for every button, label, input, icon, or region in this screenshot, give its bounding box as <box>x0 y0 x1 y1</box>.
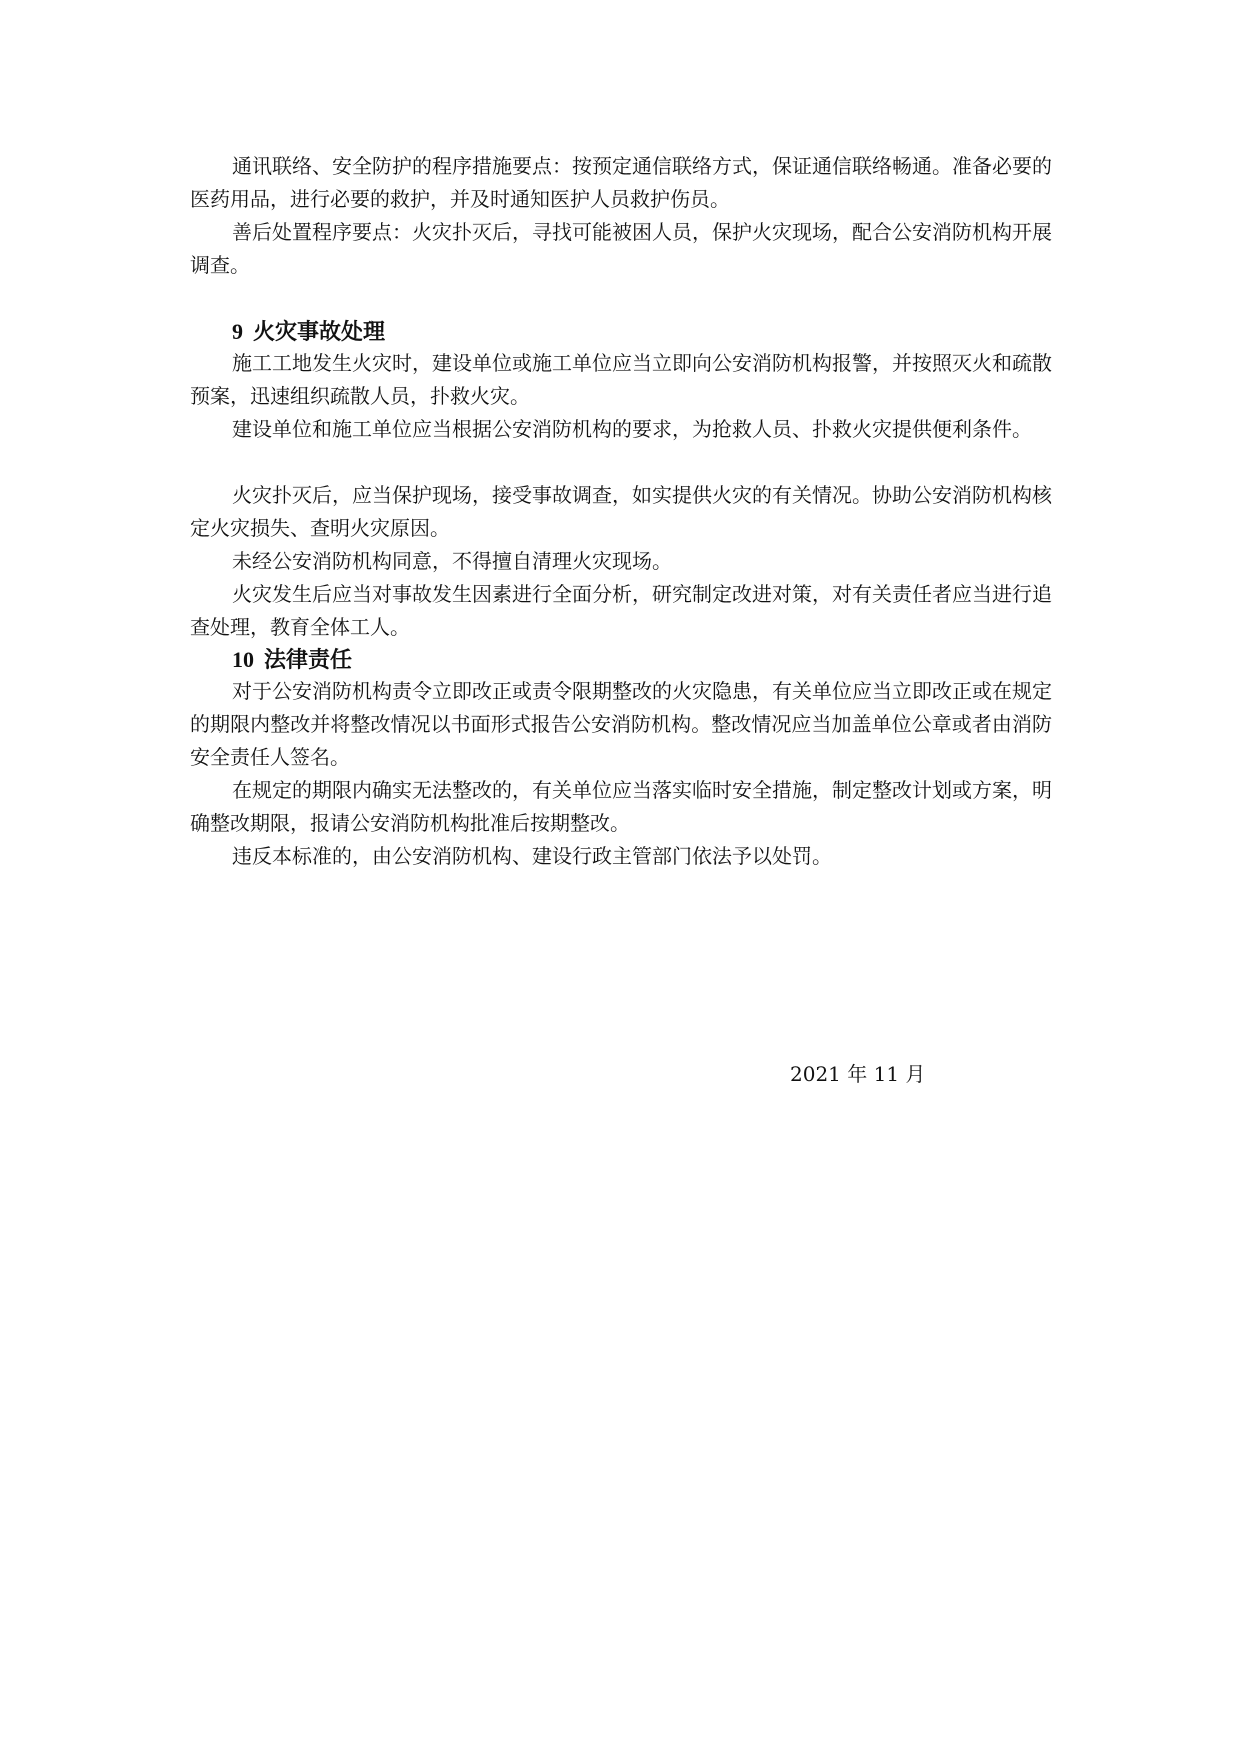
paragraph-aftermath: 善后处置程序要点：火灾扑灭后，寻找可能被困人员，保护火灾现场，配合公安消防机构开展调查。 <box>190 220 1052 277</box>
section-9-paragraph-4: 未经公安消防机构同意，不得擅自清理火灾现场。 <box>232 549 672 573</box>
section-9-number: 9 <box>232 319 243 344</box>
section-9-paragraph-2: 建设单位和施工单位应当根据公安消防机构的要求，为抢救人员、扑救火灾提供便利条件。 <box>232 417 1032 441</box>
section-9-heading <box>232 315 385 349</box>
paragraph-communication: 通讯联络、安全防护的程序措施要点：按预定通信联络方式，保证通信联络畅通。准备必要的医药用品，进行必要的救护，并及时通知医护人员救护伤员。 <box>190 154 1052 211</box>
document-date: 2021 年 11 月 <box>790 1062 926 1086</box>
section-9-paragraph-3: 火灾扑灭后，应当保护现场，接受事故调查，如实提供火灾的有关情况。协助公安消防机构核定火灾损失、查明火灾原因。 <box>190 483 1052 540</box>
section-9-paragraph-1: 施工工地发生火灾时，建设单位或施工单位应当立即向公安消防机构报警，并按照灭火和疏散预案，迅速组织疏散人员，扑救火灾。 <box>190 351 1052 408</box>
section-10-paragraph-1: 对于公安消防机构责令立即改正或责令限期整改的火灾隐患，有关单位应当立即改正或在规定的期限内整改并将整改情况以书面形式报告公安消防机构。整改情况应当加盖单位公章或者由消防安全责任人签名。 <box>190 679 1052 769</box>
section-10-heading <box>232 643 352 677</box>
section-10-paragraph-3: 违反本标准的，由公安消防机构、建设行政主管部门依法予以处罚。 <box>232 844 832 868</box>
section-10-number: 10 <box>232 647 254 672</box>
section-9-paragraph-5: 火灾发生后应当对事故发生因素进行全面分析，研究制定改进对策，对有关责任者应当进行追查处理，教育全体工人。 <box>190 582 1052 639</box>
section-10-paragraph-2: 在规定的期限内确实无法整改的，有关单位应当落实临时安全措施，制定整改计划或方案，明确整改期限，报请公安消防机构批准后按期整改。 <box>190 778 1052 835</box>
section-10-title: 法律责任 <box>264 647 353 673</box>
section-9-title: 火灾事故处理 <box>253 319 386 345</box>
